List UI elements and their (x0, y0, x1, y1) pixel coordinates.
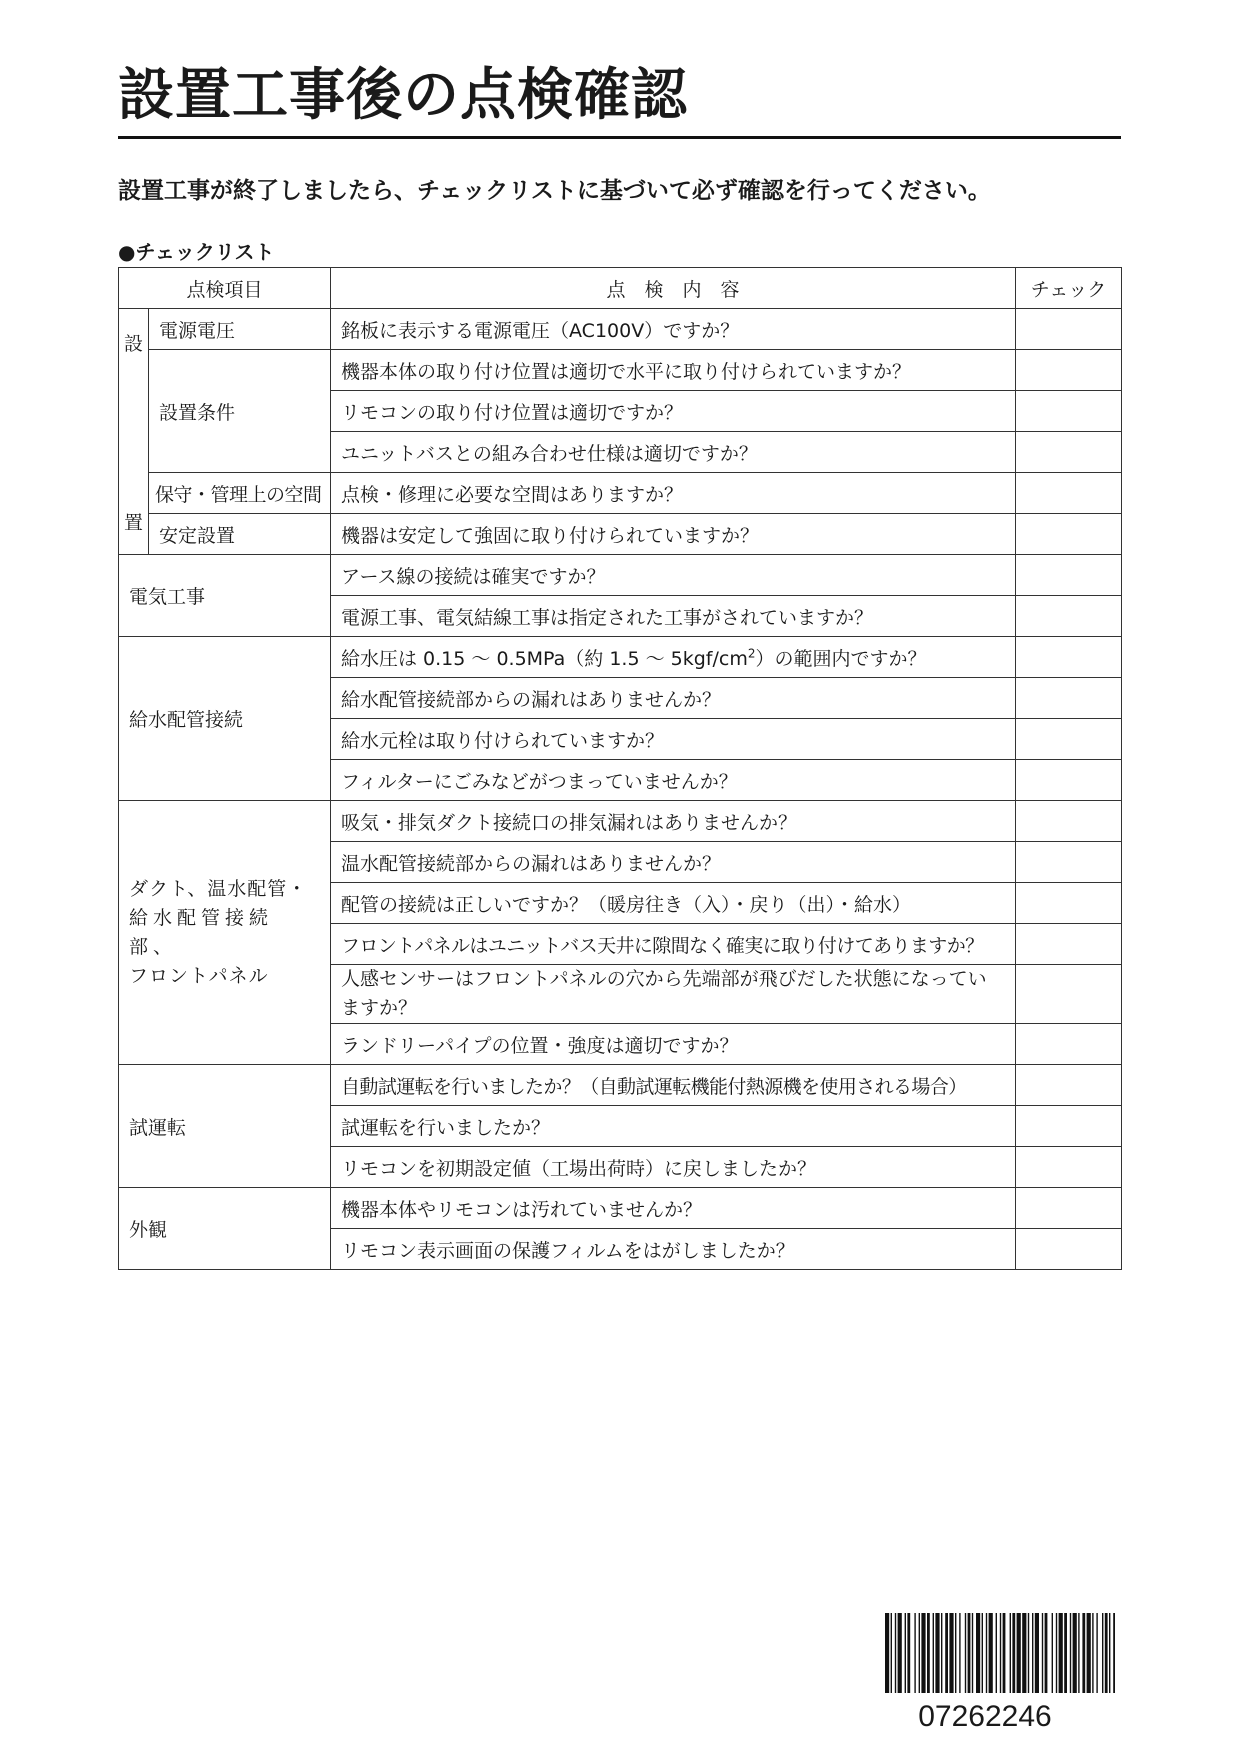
content-install-conditions-2: リモコンの取り付け位置は適切ですか？ (331, 391, 1016, 432)
content-water-supply-3: 給水元栓は取り付けられていますか？ (331, 719, 1016, 760)
content-water-supply-4: フィルターにごみなどがつまっていませんか？ (331, 760, 1016, 801)
barcode-bar (1032, 1613, 1033, 1693)
barcode-bar (1010, 1613, 1011, 1693)
check-box[interactable] (1016, 1065, 1122, 1106)
barcode-bar (1064, 1613, 1067, 1693)
barcode-bar (959, 1613, 960, 1693)
barcode-bar (905, 1613, 906, 1693)
barcode-bar (919, 1613, 920, 1693)
table-row (119, 309, 1122, 350)
item-water-supply: 給水配管接続 (119, 637, 331, 801)
barcode-bar (972, 1613, 973, 1693)
barcode-bar (968, 1613, 971, 1693)
barcode-bar (1073, 1613, 1077, 1693)
item-appearance: 外観 (119, 1188, 331, 1270)
table-row (119, 1188, 1122, 1229)
superscript-2: 2 (747, 646, 756, 661)
content-duct-5: 人感センサーはフロントパネルの穴から先端部が飛びだした状態になっていますか？ (331, 965, 1016, 1024)
item-stable-install: 安定設置 (149, 514, 331, 555)
barcode-bar (1102, 1613, 1103, 1693)
check-box[interactable] (1016, 719, 1122, 760)
barcode-bar (1082, 1613, 1085, 1693)
checklist-heading: ●チェックリスト (118, 240, 275, 264)
barcode-bar (1017, 1613, 1021, 1693)
barcode-bar (945, 1613, 948, 1693)
check-box[interactable] (1016, 965, 1122, 1024)
item-power-voltage: 電源電圧 (149, 309, 331, 350)
item-maintenance-space: 保守・管理上の空間 (149, 473, 331, 514)
barcode-number: 07262246 (918, 1700, 1052, 1733)
install-group-char1: 設 (124, 332, 144, 355)
content-duct-2: 温水配管接続部からの漏れはありませんか？ (331, 842, 1016, 883)
barcode-bar (949, 1613, 953, 1693)
table-row (119, 473, 1122, 514)
check-box[interactable] (1016, 555, 1122, 596)
barcode-bar (1042, 1613, 1043, 1693)
item-duct-line1: ダクト、温水配管・ (129, 877, 308, 900)
barcode-bar (1035, 1613, 1039, 1693)
barcode-bar (907, 1613, 910, 1693)
content-electrical-1: アース線の接続は確実ですか？ (331, 555, 1016, 596)
item-duct-line2: 給水配管接続部、 (129, 906, 274, 958)
barcode-bar (1059, 1613, 1063, 1693)
barcode-bar (1000, 1613, 1001, 1693)
title-underline (118, 136, 1121, 139)
check-box[interactable] (1016, 514, 1122, 555)
content-install-conditions-3: ユニットバスとの組み合わせ仕様は適切ですか？ (331, 432, 1016, 473)
check-box[interactable] (1016, 924, 1122, 965)
barcode-bar (1109, 1613, 1110, 1693)
barcode-bar (1028, 1613, 1029, 1693)
check-box[interactable] (1016, 473, 1122, 514)
barcode-bar (933, 1613, 934, 1693)
item-duct-line3: フロントパネル (129, 964, 269, 987)
content-duct-3: 配管の接続は正しいですか？（暖房往き（入）・戻り（出）・給水） (331, 883, 1016, 924)
checklist-table (118, 267, 1122, 1270)
check-box[interactable] (1016, 1229, 1122, 1270)
check-box[interactable] (1016, 391, 1122, 432)
barcode-bar (895, 1613, 896, 1693)
barcode-bar (921, 1613, 925, 1693)
barcode-bar (941, 1613, 942, 1693)
intro-text: 設置工事が終了しましたら、チェックリストに基づいて必ず確認を行ってください。 (118, 178, 991, 204)
check-box[interactable] (1016, 1106, 1122, 1147)
page-title: 設置工事後の点検確認 (118, 63, 688, 128)
barcode-bar (955, 1613, 956, 1693)
barcode-bar (1092, 1613, 1093, 1693)
content-trial-run-1: 自動試運転を行いましたか？（自動試運転機能付熱源機を使用される場合） (331, 1065, 1016, 1106)
content-appearance-1: 機器本体やリモコンは汚れていませんか？ (331, 1188, 1016, 1229)
table-row (119, 1065, 1122, 1106)
check-box[interactable] (1016, 842, 1122, 883)
content-maintenance-space-1: 点検・修理に必要な空間はありますか？ (331, 473, 1016, 514)
item-electrical: 電気工事 (119, 555, 331, 637)
barcode-bar (935, 1613, 939, 1693)
water-pressure-text-end: ）の範囲内ですか？ (755, 647, 927, 670)
barcode-bar (965, 1613, 966, 1693)
check-box[interactable] (1016, 801, 1122, 842)
barcode-bar (1105, 1613, 1108, 1693)
barcode-bar (1096, 1613, 1097, 1693)
check-box[interactable] (1016, 1147, 1122, 1188)
install-group-label (119, 309, 149, 555)
barcode-bar (914, 1613, 915, 1693)
content-duct-4: フロントパネルはユニットバス天井に隙間なく確実に取り付けてありますか？ (331, 924, 1016, 965)
barcode-image (885, 1613, 1115, 1693)
table-row (119, 514, 1122, 555)
item-duct (119, 801, 331, 1065)
barcode-bar (1056, 1613, 1057, 1693)
content-trial-run-2: 試運転を行いましたか？ (331, 1106, 1016, 1147)
table-row (119, 350, 1122, 391)
content-stable-install-1: 機器は安定して強固に取り付けられていますか？ (331, 514, 1016, 555)
barcode-bar (1087, 1613, 1091, 1693)
content-duct-6: ランドリーパイプの位置・強度は適切ですか？ (331, 1024, 1016, 1065)
barcode-bar (1078, 1613, 1079, 1693)
table-row (119, 801, 1122, 842)
content-trial-run-3: リモコンを初期設定値（工場出荷時）に戻しましたか？ (331, 1147, 1016, 1188)
barcode-bar (898, 1613, 902, 1693)
barcode-bar (996, 1613, 997, 1693)
check-box[interactable] (1016, 760, 1122, 801)
barcode-bar (885, 1613, 889, 1693)
check-box[interactable] (1016, 1188, 1122, 1229)
check-box[interactable] (1016, 596, 1122, 637)
item-install-conditions: 設置条件 (149, 350, 331, 473)
header-item: 点検項目 (119, 268, 331, 309)
content-install-conditions-1: 機器本体の取り付け位置は適切で水平に取り付けられていますか？ (331, 350, 1016, 391)
content-water-supply-2: 給水配管接続部からの漏れはありませんか？ (331, 678, 1016, 719)
table-row (119, 637, 1122, 678)
barcode-bar (1052, 1613, 1053, 1693)
header-content: 点 検 内 容 (331, 268, 1016, 309)
header-check: チェック (1016, 268, 1122, 309)
barcode-bar (1113, 1613, 1115, 1693)
install-group-char2: 置 (124, 511, 144, 534)
content-water-supply-1 (331, 637, 1016, 678)
table-header-row (119, 268, 1122, 309)
check-box[interactable] (1016, 678, 1122, 719)
barcode-bar (1045, 1613, 1048, 1693)
barcode-bar (976, 1613, 980, 1693)
content-appearance-2: リモコン表示画面の保護フィルムをはがしましたか？ (331, 1229, 1016, 1270)
check-box[interactable] (1016, 1024, 1122, 1065)
check-box[interactable] (1016, 309, 1122, 350)
barcode-bar (1003, 1613, 1006, 1693)
barcode-bar (982, 1613, 983, 1693)
content-duct-1: 吸気・排気ダクト接続口の排気漏れはありませんか？ (331, 801, 1016, 842)
content-electrical-2: 電源工事、電気結線工事は指定された工事がされていますか？ (331, 596, 1016, 637)
barcode-bar (1012, 1613, 1015, 1693)
water-pressure-text: 給水圧は 0.15 ～ 0.5MPa（約 1.5 ～ 5kgf/cm (341, 647, 748, 670)
table-row (119, 555, 1122, 596)
check-box[interactable] (1016, 350, 1122, 391)
check-box[interactable] (1016, 637, 1122, 678)
barcode-bar (989, 1613, 993, 1693)
barcode-bar (927, 1613, 930, 1693)
content-power-voltage-1: 銘板に表示する電源電圧（AC100V）ですか？ (331, 309, 1016, 350)
barcode-bar (891, 1613, 892, 1693)
barcode-bar (986, 1613, 987, 1693)
check-box[interactable] (1016, 883, 1122, 924)
check-box[interactable] (1016, 432, 1122, 473)
barcode-bar (1022, 1613, 1026, 1693)
item-trial-run: 試運転 (119, 1065, 331, 1188)
barcode-bar (1070, 1613, 1071, 1693)
